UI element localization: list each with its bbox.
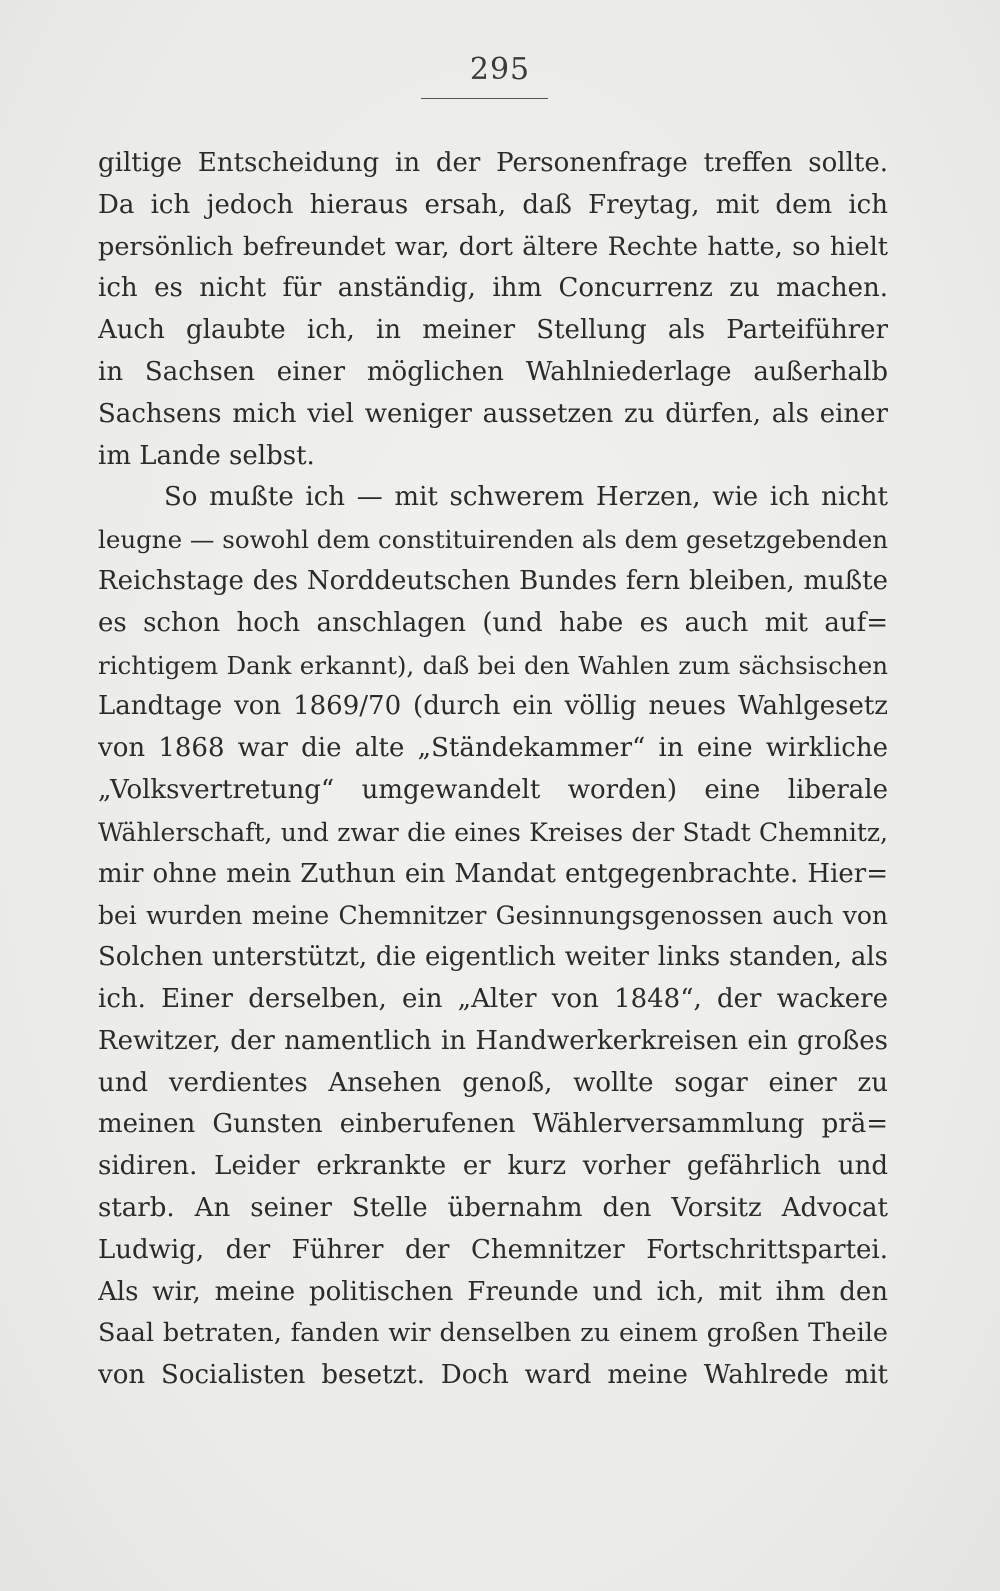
text-line: Da ich jedoch hieraus ersah, daß Freytag, mit dem ich (98, 189, 888, 220)
text-line: leugne — sowohl dem constituirenden als dem gesetzgebenden (98, 525, 888, 555)
text-line: Solchen unterstützt, die eigentlich weiter links standen, als (98, 942, 888, 973)
text-line: Rewitzer, der namentlich in Handwerkerkreisen ein großes (98, 1025, 888, 1056)
text-line: „Volksvertretung“ umgewandelt worden) eine liberale (98, 774, 888, 805)
body-text (98, 143, 888, 1397)
page-number: 295 (469, 52, 531, 87)
text-line: richtigem Dank erkannt), daß bei den Wahlen zum sächsischen (98, 650, 888, 680)
text-line: im Lande selbst. (98, 440, 315, 471)
text-line: giltige Entscheidung in der Personenfrage treffen sollte. (98, 148, 888, 178)
text-line: es schon hoch anschlagen (und habe es auch mit auf= (98, 607, 888, 638)
text-line: bei wurden meine Chemnitzer Gesinnungsgenossen auch von (98, 901, 888, 931)
text-line: sidiren. Leider erkrankte er kurz vorher gefährlich und (98, 1151, 888, 1182)
text-line: in Sachsen einer möglichen Wahlniederlage außerhalb (98, 356, 888, 387)
text-line: Saal betraten, fanden wir denselben zu einem großen Theile (98, 1318, 888, 1349)
header-rule (421, 98, 548, 99)
text-line: von 1868 war die alte „Ständekammer“ in eine wirkliche (98, 733, 888, 764)
text-line: starb. An seiner Stelle übernahm den Vorsitz Advocat (98, 1192, 888, 1223)
text-line: von Socialisten besetzt. Doch ward meine Wahlrede mit (98, 1360, 888, 1391)
text-line: Auch glaubte ich, in meiner Stellung als Parteiführer (98, 315, 888, 346)
text-line: Als wir, meine politischen Freunde und ich, mit ihm den (98, 1276, 888, 1307)
text-line: ich es nicht für anständig, ihm Concurrenz zu machen. (98, 273, 888, 304)
text-line: ich. Einer derselben, ein „Alter von 1848“, der wackere (98, 983, 888, 1014)
text-line: und verdientes Ansehen genoß, wollte sogar einer zu (98, 1067, 888, 1098)
text-line: persönlich befreundet war, dort ältere Rechte hatte, so hielt (98, 231, 888, 262)
text-line: So mußte ich — mit schwerem Herzen, wie ich nicht (164, 482, 888, 513)
text-line: meinen Gunsten einberufenen Wählerversammlung prä= (98, 1109, 888, 1140)
text-line: Ludwig, der Führer der Chemnitzer Fortschrittspartei. (98, 1234, 888, 1265)
text-line: Sachsens mich viel weniger aussetzen zu dürfen, als einer (98, 398, 888, 429)
text-line: Landtage von 1869/70 (durch ein völlig neues Wahlgesetz (98, 691, 888, 722)
text-line: Reichstage des Norddeutschen Bundes fern bleiben, mußte (98, 565, 888, 596)
text-line: mir ohne mein Zuthun ein Mandat entgegenbrachte. Hier= (98, 858, 888, 889)
text-line: Wählerschaft, und zwar die eines Kreises der Stadt Chemnitz, (98, 817, 888, 847)
